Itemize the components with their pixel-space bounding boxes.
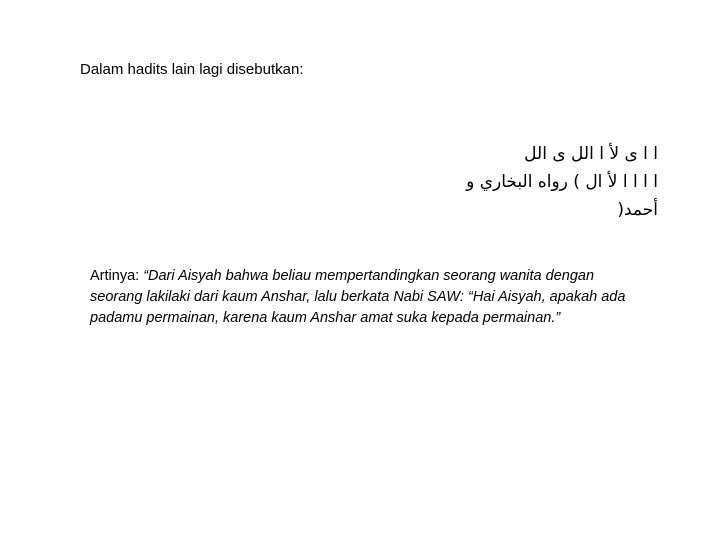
translation-paragraph (90, 266, 630, 329)
arabic-line-3: أحمد( (617, 200, 658, 220)
arabic-line-1: ا ا ى لأ ا الل ى الل (524, 144, 658, 164)
translation-label: Artinya: (90, 268, 144, 284)
page-heading: Dalam hadits lain lagi disebutkan: (80, 61, 304, 78)
arabic-hadith-text (238, 140, 658, 224)
translation-text: “Dari Aisyah bahwa beliau mempertandingkan seorang wanita dengan seorang lakilaki dari kaum Anshar, lalu berkata Nabi SAW: “Hai Aisyah, apakah ada padamu permainan, karena kaum Anshar amat suka kepada permainan.” (90, 268, 626, 326)
arabic-line-2: ا ا ا ا لأ ال ) رواه البخاري و (466, 172, 658, 192)
